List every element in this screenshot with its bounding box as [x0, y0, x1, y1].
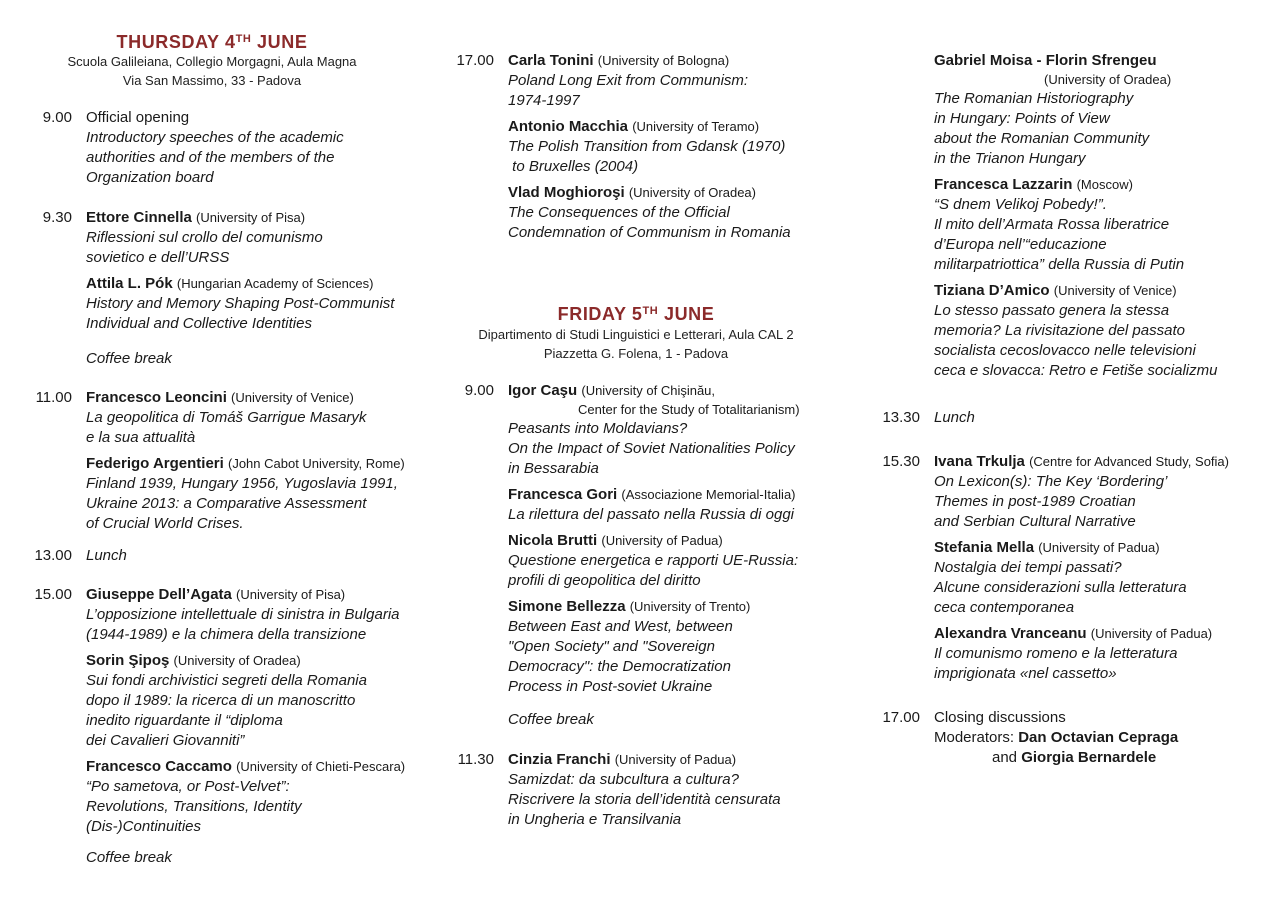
talk: Cinzia Franchi (University of Padua) Samizdat: da subcultura a cultura? Riscrivere la storia dell’identità censurata in Ungheria e Transilvania	[508, 751, 781, 828]
speaker-name: Francesco Caccamo	[86, 758, 232, 775]
venue-line: Scuola Galileiana, Collegio Morgagni, Aula Magna	[67, 54, 357, 69]
affiliation: (University of Teramo)	[632, 119, 760, 134]
affiliation: (Moscow)	[1076, 177, 1133, 192]
speaker-name: Ettore Cinnella	[86, 209, 192, 226]
affiliation: (University of Padua)	[614, 752, 737, 767]
coffee-break: Coffee break	[508, 711, 594, 728]
talk: Francesca Gori (Associazione Memorial-Italia) La rilettura del passato nella Russia di oggi	[508, 486, 796, 523]
affiliation: (University of Chişinău,	[581, 383, 716, 398]
thursday-header	[28, 28, 396, 90]
affiliation: Center for the Study of Totalitarianism)	[578, 402, 800, 417]
affiliation: (University of Padua)	[601, 533, 723, 548]
speaker-name: Stefania Mella	[934, 539, 1035, 556]
affiliation: (University of Pisa)	[236, 587, 346, 602]
talk: Francesca Lazzarin (Moscow) “S dnem Velikoj Pobedy!”. Il mito dell’Armata Rossa liberatrice d’Europa nell’“educazione militarpatriottica” della Russia di Putin	[934, 176, 1185, 273]
session-time: 15.00	[34, 586, 72, 603]
session-time: 13.30	[882, 409, 920, 426]
affiliation: (John Cabot University, Rome)	[227, 456, 405, 471]
session-time: 17.00	[456, 52, 494, 69]
session-title: Official opening	[86, 109, 190, 126]
session-time: 13.00	[34, 547, 72, 564]
affiliation: (University of Venice)	[1053, 283, 1177, 298]
talk: Francesco Leoncini (University of Venice) La geopolitica di Tomáš Garrigue Masaryk e la sua attualità	[86, 389, 367, 446]
affiliation: (University of Trento)	[629, 599, 751, 614]
speaker-name: Antonio Macchia	[508, 118, 629, 135]
speaker-name: Carla Tonini	[508, 52, 594, 69]
talk: Attila L. Pók (Hungarian Academy of Sciences) History and Memory Shaping Post-Communist Individual and Collective Identities	[86, 275, 395, 332]
session-time: 9.00	[464, 382, 494, 399]
speaker-name: Francesco Leoncini	[86, 389, 227, 406]
affiliation: (University of Padua)	[1090, 626, 1213, 641]
speaker-name: Francesca Gori	[508, 486, 618, 503]
day-title: FRIDAY 5TH JUNE	[557, 304, 715, 324]
moderators: and Giorgia Bernardele	[992, 749, 1157, 766]
session	[450, 51, 908, 243]
session	[876, 452, 1271, 684]
talk: Antonio Macchia (University of Teramo) The Polish Transition from Gdansk (1970) to Bruxelles (2004)	[508, 118, 786, 175]
affiliation: (Centre for Advanced Study, Sofia)	[1029, 454, 1229, 469]
speaker-name: Ivana Trkulja	[934, 453, 1025, 470]
speaker-name: Federigo Argentieri	[86, 455, 224, 472]
affiliation: (University of Chieti-Pescara)	[236, 759, 406, 774]
speaker-name: Tiziana D’Amico	[934, 282, 1050, 299]
day-title: THURSDAY 4TH JUNE	[116, 32, 308, 52]
session-time: 11.00	[35, 389, 72, 406]
speaker-name: Alexandra Vranceanu	[934, 625, 1087, 642]
session-time: 9.30	[42, 209, 72, 226]
affiliation: (University of Padua)	[1038, 540, 1160, 555]
session	[28, 208, 478, 334]
talk: Stefania Mella (University of Padua) Nostalgia dei tempi passati? Alcune considerazioni sulla letteratura ceca contemporanea	[934, 539, 1187, 616]
session	[28, 388, 478, 534]
friday-header	[450, 300, 822, 363]
session	[28, 585, 478, 837]
talk: Federigo Argentieri (John Cabot University, Rome) Finland 1939, Hungary 1956, Yugoslavia 1991, Ukraine 2013: a Comparative Assessment of Crucial World Crises.	[86, 455, 405, 532]
lunch: 13.00 Lunch	[28, 546, 478, 566]
talk: Ivana Trkulja (Centre for Advanced Study, Sofia) On Lexicon(s): The Key ‘Bordering’ Themes in post-1989 Croatian and Serbian Cultural Narrative	[934, 453, 1229, 530]
speaker-name: Cinzia Franchi	[508, 751, 611, 768]
speaker-name: Sorin Şipoş	[86, 652, 170, 669]
lunch: 13.30 Lunch	[876, 408, 1271, 428]
session-time: 11.30	[457, 751, 494, 768]
affiliation: (Associazione Memorial-Italia)	[621, 487, 796, 502]
session-title: Closing discussions	[934, 709, 1066, 726]
session	[876, 51, 1271, 381]
session	[450, 381, 908, 697]
talk: Alexandra Vranceanu (University of Padua) Il comunismo romeno e la letteratura imprigionata «nel cassetto»	[934, 625, 1213, 682]
speaker-name: Igor Caşu	[508, 382, 578, 399]
speaker-name: Vlad Moghioroşi	[508, 184, 625, 201]
session-time: 17.00	[882, 709, 920, 726]
speaker-name: Nicola Brutti	[508, 532, 598, 549]
talk: Giuseppe Dell’Agata (University of Pisa) L’opposizione intellettuale di sinistra in Bulgaria (1944-1989) e la chimera della transizione	[86, 586, 400, 643]
session	[450, 750, 908, 830]
speaker-name: Simone Bellezza	[508, 598, 626, 615]
affiliation: (University of Oradea)	[628, 185, 756, 200]
venue-line: Piazzetta G. Folena, 1 - Padova	[543, 346, 729, 361]
speaker-name: Francesca Lazzarin	[934, 176, 1073, 193]
talk: Simone Bellezza (University of Trento) Between East and West, between "Open Society" and "Sovereign Democracy": the Democratization Process in Post-soviet Ukraine	[508, 598, 751, 695]
session: 9.00 Official opening Introductory speeches of the academic authorities and of the members of the Organization board	[28, 108, 478, 188]
talk: Igor Caşu (University of Chişinău, Center for the Study of Totalitarianism) Peasants into Moldavians? On the Impact of Soviet Nationalities Policy in Bessarabia	[508, 381, 908, 479]
talk: Ettore Cinnella (University of Pisa) Riflessioni sul crollo del comunismo sovietico e dell’URSS	[86, 209, 323, 266]
affiliation: (Hungarian Academy of Sciences)	[176, 276, 374, 291]
speaker-name: Gabriel Moisa - Florin Sfrengeu	[934, 52, 1157, 69]
affiliation: (University of Pisa)	[196, 210, 306, 225]
affiliation: (University of Oradea)	[173, 653, 301, 668]
talk: Nicola Brutti (University of Padua) Questione energetica e rapporti UE-Russia: profili di geopolitica del diritto	[508, 532, 799, 589]
moderators: Moderators: Dan Octavian Cepraga	[934, 729, 1179, 746]
coffee-break: Coffee break	[86, 849, 172, 866]
affiliation: (University of Bologna)	[597, 53, 730, 68]
affiliation: (University of Oradea)	[1044, 72, 1172, 87]
talk: Tiziana D’Amico (University of Venice) Lo stesso passato genera la stessa memoria? La rivisitazione del passato socialista cecoslovacco nelle televisioni ceca e slovacca: Retro e Fetiše socializmu	[934, 282, 1218, 379]
talk: Sorin Şipoş (University of Oradea) Sui fondi archivistici segreti della Romania dopo il 1989: la ricerca di un manoscritto inedito riguardante il “diploma dei Cavalieri Giovanniti”	[86, 652, 367, 749]
speaker-name: Giuseppe Dell’Agata	[86, 586, 232, 603]
talk: Vlad Moghioroşi (University of Oradea) The Consequences of the Official Condemnation of Communism in Romania	[508, 184, 791, 241]
affiliation: (University of Venice)	[231, 390, 354, 405]
talk: Carla Tonini (University of Bologna) Poland Long Exit from Communism: 1974-1997	[508, 52, 749, 109]
venue-line: Dipartimento di Studi Linguistici e Letterari, Aula CAL 2	[478, 327, 794, 342]
session-time: 9.00	[42, 109, 72, 126]
coffee-break: Coffee break	[86, 350, 172, 367]
speaker-name: Attila L. Pók	[86, 275, 173, 292]
session-time: 15.30	[882, 453, 920, 470]
venue-line: Via San Massimo, 33 - Padova	[122, 73, 302, 88]
talk: Francesco Caccamo (University of Chieti-Pescara) “Po sametova, or Post-Velvet”: Revolutions, Transitions, Identity (Dis-)Continuities	[86, 758, 406, 835]
talk: Gabriel Moisa - Florin Sfrengeu (University of Oradea) The Romanian Historiography in Hungary: Points of View about the Romanian Community in the Trianon Hungary	[934, 51, 1271, 169]
closing-session	[876, 708, 1271, 768]
